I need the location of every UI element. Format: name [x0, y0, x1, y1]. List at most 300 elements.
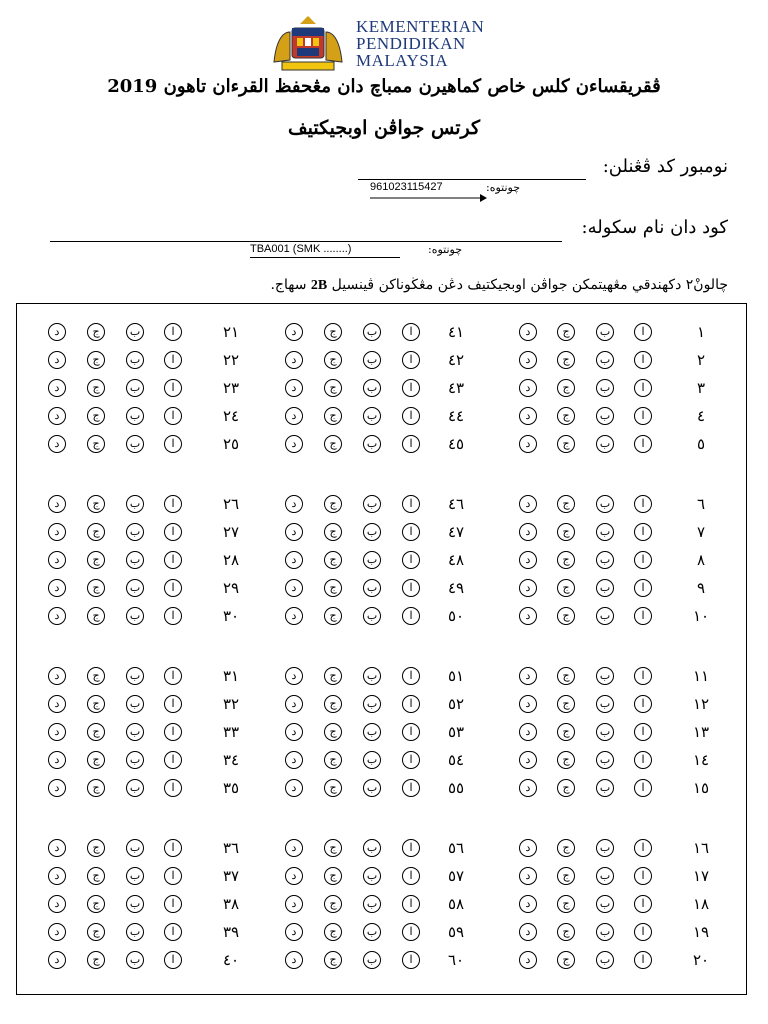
question-row	[17, 893, 745, 915]
answer-bubble-option-1[interactable]: ا	[634, 351, 652, 369]
question-number: ٤٥	[447, 435, 465, 453]
answer-bubble-option-2[interactable]: ب	[596, 779, 614, 797]
answer-bubble-option-4[interactable]: د	[285, 407, 303, 425]
answer-bubble-option-3[interactable]: ج	[557, 351, 575, 369]
answer-bubble-option-4[interactable]: د	[285, 323, 303, 341]
answer-bubble-option-2[interactable]: ب	[126, 695, 144, 713]
answer-bubble-option-1[interactable]: ا	[402, 579, 420, 597]
question-number: ١	[696, 323, 706, 341]
answer-bubble-option-1[interactable]: ا	[402, 895, 420, 913]
answer-bubble-option-4[interactable]: د	[519, 435, 537, 453]
answer-bubble-option-1[interactable]: ا	[634, 923, 652, 941]
ministry-line-3: MALAYSIA	[356, 51, 449, 70]
answer-bubble-option-3[interactable]: ج	[324, 351, 342, 369]
answer-bubble-option-3[interactable]: ج	[87, 779, 105, 797]
answer-bubble-option-3[interactable]: ج	[324, 667, 342, 685]
answer-bubble-option-1[interactable]: ا	[164, 351, 182, 369]
answer-bubble-option-4[interactable]: د	[48, 351, 66, 369]
answer-bubble-option-4[interactable]: د	[48, 923, 66, 941]
page-subtitle: كرتس جواڤن اوبجيكتيف	[287, 117, 481, 139]
answer-bubble-option-3[interactable]: ج	[87, 407, 105, 425]
answer-bubble-option-1[interactable]: ا	[402, 839, 420, 857]
question-row	[17, 777, 745, 799]
school-example-underline	[250, 257, 400, 258]
answer-bubble-option-3[interactable]: ج	[324, 751, 342, 769]
answer-bubble-option-2[interactable]: ب	[126, 607, 144, 625]
answer-bubble-option-2[interactable]: ب	[596, 435, 614, 453]
answer-bubble-option-3[interactable]: ج	[324, 779, 342, 797]
answer-bubble-option-1[interactable]: ا	[402, 379, 420, 397]
answer-bubble-option-3[interactable]: ج	[324, 695, 342, 713]
answer-bubble-option-4[interactable]: د	[285, 723, 303, 741]
answer-bubble-option-2[interactable]: ب	[596, 723, 614, 741]
answer-bubble-option-2[interactable]: ب	[363, 323, 381, 341]
answer-bubble-option-3[interactable]: ج	[87, 523, 105, 541]
answer-bubble-option-3[interactable]: ج	[557, 723, 575, 741]
answer-bubble-option-3[interactable]: ج	[324, 495, 342, 513]
answer-bubble-option-4[interactable]: د	[48, 323, 66, 341]
answer-bubble-option-3[interactable]: ج	[557, 839, 575, 857]
answer-bubble-option-3[interactable]: ج	[557, 895, 575, 913]
answer-bubble-option-4[interactable]: د	[519, 779, 537, 797]
answer-bubble-option-2[interactable]: ب	[363, 523, 381, 541]
question-number: ٤٨	[447, 551, 465, 569]
answer-bubble-option-4[interactable]: د	[48, 407, 66, 425]
question-number: ٤٤	[447, 407, 465, 425]
answer-bubble-option-1[interactable]: ا	[164, 867, 182, 885]
answer-bubble-option-2[interactable]: ب	[126, 839, 144, 857]
answer-bubble-option-4[interactable]: د	[519, 379, 537, 397]
answer-bubble-option-2[interactable]: ب	[363, 351, 381, 369]
answer-bubble-option-3[interactable]: ج	[324, 607, 342, 625]
question-number: ١٤	[692, 751, 710, 769]
question-number: ٥٦	[447, 839, 465, 857]
answer-bubble-option-4[interactable]: د	[48, 779, 66, 797]
answer-bubble-option-4[interactable]: د	[48, 839, 66, 857]
answer-bubble-option-2[interactable]: ب	[596, 751, 614, 769]
answer-bubble-option-2[interactable]: ب	[126, 495, 144, 513]
answer-bubble-option-2[interactable]: ب	[363, 579, 381, 597]
answer-bubble-option-4[interactable]: د	[519, 951, 537, 969]
answer-bubble-option-2[interactable]: ب	[363, 779, 381, 797]
answer-bubble-option-3[interactable]: ج	[557, 951, 575, 969]
answer-bubble-option-3[interactable]: ج	[87, 751, 105, 769]
answer-bubble-option-1[interactable]: ا	[164, 551, 182, 569]
answer-bubble-option-4[interactable]: د	[519, 579, 537, 597]
question-row	[17, 549, 745, 571]
question-row	[17, 377, 745, 399]
question-row	[17, 837, 745, 859]
answer-bubble-option-1[interactable]: ا	[402, 751, 420, 769]
question-number: ٣	[696, 379, 706, 397]
question-number: ١٣	[692, 723, 710, 741]
answer-bubble-option-2[interactable]: ب	[596, 523, 614, 541]
answer-bubble-option-2[interactable]: ب	[363, 435, 381, 453]
answer-bubble-option-1[interactable]: ا	[164, 495, 182, 513]
answer-bubble-option-4[interactable]: د	[519, 607, 537, 625]
answer-bubble-option-3[interactable]: ج	[324, 551, 342, 569]
answer-bubble-option-1[interactable]: ا	[402, 495, 420, 513]
answer-bubble-option-3[interactable]: ج	[87, 895, 105, 913]
answer-bubble-option-3[interactable]: ج	[324, 723, 342, 741]
answer-bubble-option-2[interactable]: ب	[596, 407, 614, 425]
answer-bubble-option-3[interactable]: ج	[87, 579, 105, 597]
answer-bubble-option-4[interactable]: د	[285, 607, 303, 625]
answer-bubble-option-2[interactable]: ب	[363, 723, 381, 741]
answer-bubble-option-3[interactable]: ج	[557, 579, 575, 597]
question-row	[17, 493, 745, 515]
question-row	[17, 693, 745, 715]
answer-bubble-option-4[interactable]: د	[519, 495, 537, 513]
question-row	[17, 865, 745, 887]
answer-bubble-option-3[interactable]: ج	[87, 351, 105, 369]
question-number: ٥٧	[447, 867, 465, 885]
arrow-icon	[368, 193, 488, 203]
answer-bubble-option-1[interactable]: ا	[402, 923, 420, 941]
answer-bubble-option-1[interactable]: ا	[164, 895, 182, 913]
answer-bubble-option-2[interactable]: ب	[363, 407, 381, 425]
answer-bubble-option-4[interactable]: د	[519, 895, 537, 913]
answer-bubble-option-3[interactable]: ج	[557, 551, 575, 569]
answer-bubble-option-3[interactable]: ج	[557, 435, 575, 453]
question-number: ٢٦	[222, 495, 240, 513]
question-number: ٢٣	[222, 379, 240, 397]
answer-bubble-option-3[interactable]: ج	[87, 867, 105, 885]
candidate-number-field[interactable]	[358, 179, 586, 180]
answer-bubble-option-1[interactable]: ا	[634, 407, 652, 425]
answer-bubble-option-1[interactable]: ا	[402, 607, 420, 625]
answer-bubble-option-2[interactable]: ب	[596, 379, 614, 397]
answer-bubble-option-4[interactable]: د	[285, 351, 303, 369]
answer-bubble-option-2[interactable]: ب	[126, 923, 144, 941]
answer-bubble-option-1[interactable]: ا	[164, 839, 182, 857]
answer-bubble-option-2[interactable]: ب	[596, 351, 614, 369]
answer-bubble-option-2[interactable]: ب	[126, 435, 144, 453]
answer-bubble-option-3[interactable]: ج	[557, 779, 575, 797]
answer-bubble-option-4[interactable]: د	[48, 751, 66, 769]
candidate-number-example-value: 961023115427	[370, 181, 443, 193]
answer-bubble-option-4[interactable]: د	[519, 751, 537, 769]
question-number: ١٠	[692, 607, 710, 625]
answer-bubble-option-2[interactable]: ب	[126, 323, 144, 341]
answer-bubble-option-1[interactable]: ا	[634, 951, 652, 969]
answer-bubble-option-2[interactable]: ب	[596, 667, 614, 685]
question-number: ٣٢	[222, 695, 240, 713]
answer-bubble-option-4[interactable]: د	[285, 379, 303, 397]
answer-bubble-option-1[interactable]: ا	[164, 779, 182, 797]
question-number: ١٨	[692, 895, 710, 913]
answer-bubble-option-4[interactable]: د	[48, 895, 66, 913]
question-number: ٤١	[447, 323, 465, 341]
answer-bubble-option-1[interactable]: ا	[164, 667, 182, 685]
answer-bubble-option-3[interactable]: ج	[557, 751, 575, 769]
answer-bubble-option-2[interactable]: ب	[126, 779, 144, 797]
answer-bubble-option-3[interactable]: ج	[557, 695, 575, 713]
answer-bubble-option-1[interactable]: ا	[164, 607, 182, 625]
question-row	[17, 721, 745, 743]
question-row	[17, 405, 745, 427]
answer-bubble-option-3[interactable]: ج	[557, 867, 575, 885]
answer-bubble-option-3[interactable]: ج	[557, 923, 575, 941]
malaysia-crest-logo	[268, 14, 348, 76]
answer-bubble-option-2[interactable]: ب	[363, 751, 381, 769]
answer-bubble-option-3[interactable]: ج	[557, 495, 575, 513]
answer-bubble-option-2[interactable]: ب	[363, 839, 381, 857]
answer-bubble-option-4[interactable]: د	[285, 435, 303, 453]
answer-bubble-option-4[interactable]: د	[48, 495, 66, 513]
answer-bubble-option-4[interactable]: د	[519, 351, 537, 369]
answer-bubble-option-3[interactable]: ج	[87, 551, 105, 569]
answer-bubble-option-1[interactable]: ا	[402, 323, 420, 341]
question-number: ٥١	[447, 667, 465, 685]
answer-bubble-option-4[interactable]: د	[48, 695, 66, 713]
answer-bubble-option-1[interactable]: ا	[164, 923, 182, 941]
question-number: ٨	[696, 551, 706, 569]
answer-bubble-option-1[interactable]: ا	[402, 951, 420, 969]
answer-bubble-option-3[interactable]: ج	[324, 323, 342, 341]
candidate-number-label: نومبور كد ڤڠنلن:	[602, 156, 728, 177]
question-row	[17, 605, 745, 627]
answer-bubble-option-4[interactable]: د	[285, 895, 303, 913]
answer-bubble-option-2[interactable]: ب	[363, 923, 381, 941]
answer-bubble-option-3[interactable]: ج	[87, 667, 105, 685]
answer-bubble-option-1[interactable]: ا	[634, 867, 652, 885]
answer-bubble-option-1[interactable]: ا	[402, 351, 420, 369]
answer-bubble-option-2[interactable]: ب	[363, 695, 381, 713]
answer-bubble-option-1[interactable]: ا	[402, 407, 420, 425]
answer-bubble-option-4[interactable]: د	[519, 867, 537, 885]
question-number: ٤٩	[447, 579, 465, 597]
answer-bubble-option-2[interactable]: ب	[126, 951, 144, 969]
answer-bubble-option-2[interactable]: ب	[596, 923, 614, 941]
answer-bubble-option-3[interactable]: ج	[324, 579, 342, 597]
answer-bubble-option-4[interactable]: د	[285, 951, 303, 969]
answer-bubble-option-2[interactable]: ب	[363, 607, 381, 625]
answer-bubble-option-3[interactable]: ج	[324, 867, 342, 885]
answer-bubble-option-3[interactable]: ج	[324, 895, 342, 913]
answer-bubble-option-1[interactable]: ا	[402, 667, 420, 685]
answer-bubble-option-4[interactable]: د	[519, 923, 537, 941]
answer-bubble-option-3[interactable]: ج	[557, 407, 575, 425]
question-number: ٤٦	[447, 495, 465, 513]
answer-bubble-option-1[interactable]: ا	[164, 435, 182, 453]
answer-bubble-option-4[interactable]: د	[519, 667, 537, 685]
answer-bubble-option-4[interactable]: د	[285, 579, 303, 597]
school-label: كود دان نام سكوله:	[581, 217, 728, 238]
answer-bubble-option-4[interactable]: د	[48, 551, 66, 569]
answer-bubble-option-3[interactable]: ج	[87, 435, 105, 453]
answer-bubble-option-4[interactable]: د	[519, 695, 537, 713]
question-number: ٣٣	[222, 723, 240, 741]
question-number: ٢٠	[692, 951, 710, 969]
answer-bubble-option-4[interactable]: د	[519, 551, 537, 569]
answer-bubble-option-4[interactable]: د	[285, 779, 303, 797]
answer-bubble-option-2[interactable]: ب	[596, 895, 614, 913]
answer-bubble-option-2[interactable]: ب	[596, 867, 614, 885]
answer-bubble-option-1[interactable]: ا	[634, 895, 652, 913]
answer-bubble-option-2[interactable]: ب	[126, 867, 144, 885]
answer-bubble-option-3[interactable]: ج	[87, 495, 105, 513]
answer-bubble-option-3[interactable]: ج	[87, 923, 105, 941]
answer-bubble-option-4[interactable]: د	[285, 839, 303, 857]
answer-bubble-option-3[interactable]: ج	[87, 323, 105, 341]
answer-bubble-option-3[interactable]: ج	[557, 523, 575, 541]
answer-bubble-option-3[interactable]: ج	[87, 695, 105, 713]
answer-bubble-option-1[interactable]: ا	[402, 867, 420, 885]
answer-bubble-option-1[interactable]: ا	[634, 495, 652, 513]
answer-bubble-option-2[interactable]: ب	[363, 495, 381, 513]
answer-bubble-option-3[interactable]: ج	[324, 923, 342, 941]
question-number: ٤٧	[447, 523, 465, 541]
page-title: ڤقريقساءن كلس خاص كماهيرن ممباچ دان مڠحفظ القرءان تاهون 2019	[107, 76, 661, 97]
answer-bubble-option-4[interactable]: د	[48, 379, 66, 397]
answer-bubble-option-2[interactable]: ب	[126, 551, 144, 569]
answer-bubble-option-2[interactable]: ب	[363, 667, 381, 685]
answer-bubble-option-3[interactable]: ج	[557, 607, 575, 625]
answer-bubble-option-1[interactable]: ا	[164, 723, 182, 741]
answer-bubble-option-4[interactable]: د	[285, 695, 303, 713]
question-number: ٩	[696, 579, 706, 597]
answer-bubble-option-1[interactable]: ا	[164, 407, 182, 425]
answer-bubble-option-4[interactable]: د	[48, 523, 66, 541]
answer-bubble-option-1[interactable]: ا	[634, 779, 652, 797]
answer-bubble-option-2[interactable]: ب	[596, 607, 614, 625]
question-number: ٢٤	[222, 407, 240, 425]
question-number: ٥	[696, 435, 706, 453]
answer-bubble-option-1[interactable]: ا	[634, 579, 652, 597]
answer-bubble-option-3[interactable]: ج	[324, 379, 342, 397]
answer-bubble-option-4[interactable]: د	[48, 607, 66, 625]
answer-bubble-option-4[interactable]: د	[48, 435, 66, 453]
answer-grid	[16, 303, 747, 995]
answer-bubble-option-4[interactable]: د	[285, 923, 303, 941]
answer-bubble-option-3[interactable]: ج	[87, 607, 105, 625]
answer-bubble-option-4[interactable]: د	[48, 723, 66, 741]
answer-bubble-option-4[interactable]: د	[48, 951, 66, 969]
answer-bubble-option-1[interactable]: ا	[634, 607, 652, 625]
answer-bubble-option-1[interactable]: ا	[402, 523, 420, 541]
answer-bubble-option-1[interactable]: ا	[164, 751, 182, 769]
answer-bubble-option-1[interactable]: ا	[164, 951, 182, 969]
answer-bubble-option-2[interactable]: ب	[363, 551, 381, 569]
answer-bubble-option-1[interactable]: ا	[164, 579, 182, 597]
answer-bubble-option-4[interactable]: د	[285, 667, 303, 685]
answer-bubble-option-3[interactable]: ج	[557, 379, 575, 397]
answer-bubble-option-1[interactable]: ا	[634, 839, 652, 857]
answer-bubble-option-1[interactable]: ا	[634, 379, 652, 397]
answer-bubble-option-1[interactable]: ا	[634, 323, 652, 341]
answer-bubble-option-3[interactable]: ج	[324, 523, 342, 541]
ministry-line-2: PENDIDIKAN	[356, 34, 466, 53]
answer-bubble-option-3[interactable]: ج	[87, 379, 105, 397]
answer-bubble-option-4[interactable]: د	[285, 523, 303, 541]
answer-bubble-option-2[interactable]: ب	[126, 579, 144, 597]
answer-bubble-option-4[interactable]: د	[285, 867, 303, 885]
answer-bubble-option-1[interactable]: ا	[402, 551, 420, 569]
question-number: ٥٤	[447, 751, 465, 769]
answer-bubble-option-2[interactable]: ب	[363, 867, 381, 885]
answer-bubble-option-3[interactable]: ج	[87, 723, 105, 741]
school-field[interactable]	[50, 241, 562, 242]
answer-bubble-option-2[interactable]: ب	[596, 951, 614, 969]
answer-bubble-option-3[interactable]: ج	[324, 407, 342, 425]
answer-bubble-option-1[interactable]: ا	[634, 667, 652, 685]
answer-bubble-option-2[interactable]: ب	[596, 551, 614, 569]
answer-bubble-option-2[interactable]: ب	[363, 951, 381, 969]
answer-bubble-option-3[interactable]: ج	[324, 839, 342, 857]
answer-bubble-option-4[interactable]: د	[519, 839, 537, 857]
answer-bubble-option-1[interactable]: ا	[634, 435, 652, 453]
question-row	[17, 949, 745, 971]
answer-bubble-option-3[interactable]: ج	[557, 667, 575, 685]
answer-bubble-option-1[interactable]: ا	[402, 723, 420, 741]
answer-bubble-option-3[interactable]: ج	[87, 839, 105, 857]
answer-bubble-option-2[interactable]: ب	[126, 407, 144, 425]
question-number: ٢٩	[222, 579, 240, 597]
answer-bubble-option-4[interactable]: د	[48, 667, 66, 685]
answer-bubble-option-3[interactable]: ج	[557, 323, 575, 341]
question-number: ٦٠	[447, 951, 465, 969]
answer-bubble-option-1[interactable]: ا	[634, 723, 652, 741]
answer-bubble-option-2[interactable]: ب	[596, 839, 614, 857]
question-number: ٧	[696, 523, 706, 541]
question-row	[17, 349, 745, 371]
answer-bubble-option-1[interactable]: ا	[164, 695, 182, 713]
question-number: ١٥	[692, 779, 710, 797]
answer-bubble-option-2[interactable]: ب	[126, 751, 144, 769]
answer-bubble-option-2[interactable]: ب	[126, 379, 144, 397]
answer-bubble-option-1[interactable]: ا	[402, 779, 420, 797]
question-number: ١٦	[692, 839, 710, 857]
answer-bubble-option-1[interactable]: ا	[402, 695, 420, 713]
answer-bubble-option-1[interactable]: ا	[402, 435, 420, 453]
answer-bubble-option-1[interactable]: ا	[164, 523, 182, 541]
answer-bubble-option-2[interactable]: ب	[126, 667, 144, 685]
answer-bubble-option-1[interactable]: ا	[634, 523, 652, 541]
answer-bubble-option-1[interactable]: ا	[634, 751, 652, 769]
answer-bubble-option-2[interactable]: ب	[126, 895, 144, 913]
answer-bubble-option-1[interactable]: ا	[164, 379, 182, 397]
answer-bubble-option-4[interactable]: د	[519, 323, 537, 341]
answer-bubble-option-2[interactable]: ب	[596, 323, 614, 341]
answer-bubble-option-3[interactable]: ج	[87, 951, 105, 969]
answer-bubble-option-4[interactable]: د	[519, 523, 537, 541]
answer-bubble-option-4[interactable]: د	[48, 579, 66, 597]
question-row	[17, 577, 745, 599]
answer-bubble-option-3[interactable]: ج	[324, 951, 342, 969]
question-number: ٢٢	[222, 351, 240, 369]
answer-bubble-option-2[interactable]: ب	[596, 579, 614, 597]
answer-bubble-option-2[interactable]: ب	[363, 379, 381, 397]
answer-bubble-option-1[interactable]: ا	[634, 551, 652, 569]
answer-bubble-option-2[interactable]: ب	[126, 523, 144, 541]
answer-bubble-option-4[interactable]: د	[285, 751, 303, 769]
answer-bubble-option-2[interactable]: ب	[126, 723, 144, 741]
answer-bubble-option-4[interactable]: د	[48, 867, 66, 885]
answer-bubble-option-1[interactable]: ا	[164, 323, 182, 341]
answer-bubble-option-4[interactable]: د	[285, 551, 303, 569]
answer-bubble-option-2[interactable]: ب	[596, 695, 614, 713]
question-number: ٣٩	[222, 923, 240, 941]
answer-bubble-option-4[interactable]: د	[519, 723, 537, 741]
answer-bubble-option-1[interactable]: ا	[634, 695, 652, 713]
answer-bubble-option-2[interactable]: ب	[126, 351, 144, 369]
answer-bubble-option-4[interactable]: د	[285, 495, 303, 513]
answer-bubble-option-2[interactable]: ب	[596, 495, 614, 513]
answer-bubble-option-2[interactable]: ب	[363, 895, 381, 913]
answer-bubble-option-3[interactable]: ج	[324, 435, 342, 453]
answer-bubble-option-4[interactable]: د	[519, 407, 537, 425]
